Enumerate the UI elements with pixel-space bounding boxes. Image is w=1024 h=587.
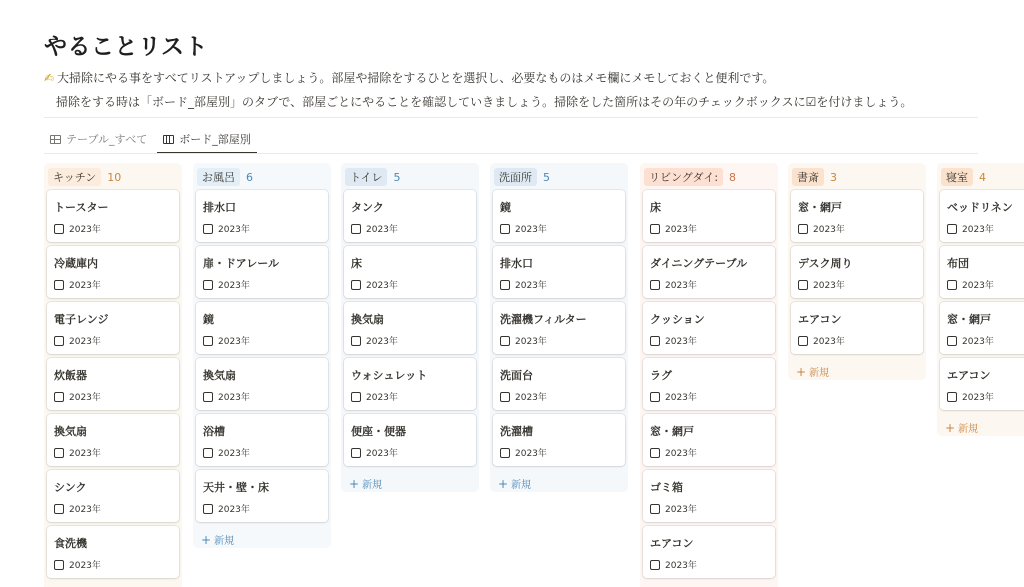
card-title: 窓・網戸: [947, 313, 991, 326]
checkbox-label: 2023年: [69, 225, 101, 235]
checkbox-label: 2023年: [515, 225, 547, 235]
card-title: 洗濯槽: [500, 425, 533, 438]
checkbox[interactable]: [947, 392, 957, 402]
add-new-button[interactable]: [490, 470, 628, 492]
add-new-button[interactable]: [788, 358, 926, 380]
checkbox-label: 2023年: [69, 337, 101, 347]
checkbox-label: 2023年: [69, 505, 101, 515]
checkbox-label: 2023年: [218, 505, 250, 515]
board-card[interactable]: [196, 470, 328, 522]
card-title: 換気扇: [54, 425, 87, 438]
board-card[interactable]: [47, 526, 179, 578]
checkbox-label: 2023年: [962, 225, 994, 235]
board-card[interactable]: [344, 190, 476, 242]
checkbox-label: 2023年: [962, 281, 994, 291]
checkbox-label: 2023年: [665, 337, 697, 347]
checkbox-label: 2023年: [218, 393, 250, 403]
column-count: 3: [830, 170, 837, 184]
board-card[interactable]: [344, 358, 476, 410]
column-label: キッチン: [48, 168, 101, 186]
checkbox[interactable]: [650, 280, 660, 290]
card-checkbox-row: [500, 390, 547, 403]
board-card[interactable]: [791, 302, 923, 354]
board-card[interactable]: [493, 414, 625, 466]
card-title: 床: [351, 257, 362, 270]
card-checkbox-row: [650, 558, 697, 571]
card-checkbox-row: [203, 502, 250, 515]
checkbox-label: 2023年: [69, 281, 101, 291]
card-checkbox-row: [798, 278, 845, 291]
card-checkbox-row: [650, 222, 697, 235]
checkbox-label: 2023年: [515, 281, 547, 291]
board-card[interactable]: [344, 302, 476, 354]
card-title: 窓・網戸: [798, 201, 842, 214]
checkbox-label: 2023年: [366, 225, 398, 235]
checkbox-label: 2023年: [218, 337, 250, 347]
card-title: シンク: [54, 481, 87, 494]
board-card[interactable]: [344, 246, 476, 298]
card-title: ウォシュレット: [351, 369, 428, 382]
column-header[interactable]: [937, 167, 1024, 187]
checkbox[interactable]: [650, 448, 660, 458]
checkbox[interactable]: [650, 504, 660, 514]
checkbox-label: 2023年: [665, 393, 697, 403]
card-title: 排水口: [500, 257, 533, 270]
column-count: 4: [979, 170, 986, 184]
checkbox[interactable]: [500, 336, 510, 346]
board-card[interactable]: [643, 358, 775, 410]
column-label: トイレ: [345, 168, 387, 186]
column-count: 8: [729, 170, 737, 184]
board-icon: [163, 135, 174, 144]
checkbox[interactable]: [650, 392, 660, 402]
card-title: 床: [650, 201, 661, 214]
card-checkbox-row: [798, 222, 845, 235]
checkbox[interactable]: [203, 336, 213, 346]
board-card[interactable]: [643, 246, 775, 298]
board-card[interactable]: [940, 246, 1024, 298]
card-title: ベッドリネン: [947, 201, 1013, 214]
card-title: エアコン: [798, 313, 842, 326]
card-checkbox-row: [54, 278, 101, 291]
checkbox-label: 2023年: [665, 449, 697, 459]
checkbox-label: 2023年: [218, 225, 250, 235]
checkbox[interactable]: [500, 224, 510, 234]
tab-board-by-room[interactable]: [157, 126, 257, 154]
add-new-label: 新規: [511, 480, 532, 491]
card-checkbox-row: [203, 334, 250, 347]
add-new-label: 新規: [214, 536, 235, 547]
card-checkbox-row: [203, 222, 250, 235]
checkbox-label: 2023年: [665, 505, 697, 515]
column-count: 5: [543, 170, 550, 184]
checkbox[interactable]: [351, 336, 361, 346]
checkbox[interactable]: [351, 224, 361, 234]
card-title: タンク: [351, 201, 384, 214]
checkbox[interactable]: [351, 280, 361, 290]
column-header[interactable]: [341, 167, 479, 187]
board-card[interactable]: [643, 526, 775, 578]
plus-icon: +: [349, 477, 360, 491]
card-title: 洗面台: [500, 369, 533, 382]
column-header[interactable]: [490, 167, 628, 187]
board-card[interactable]: [493, 246, 625, 298]
board-card[interactable]: [47, 246, 179, 298]
card-checkbox-row: [54, 446, 101, 459]
checkbox[interactable]: [203, 448, 213, 458]
card-checkbox-row: [500, 222, 547, 235]
column-count: 10: [107, 170, 122, 184]
checkbox[interactable]: [54, 560, 64, 570]
board-column: [193, 163, 331, 548]
page-title: やることリスト: [44, 34, 209, 60]
checkbox[interactable]: [500, 448, 510, 458]
checkbox[interactable]: [947, 336, 957, 346]
card-title: 電子レンジ: [54, 313, 109, 326]
board-card[interactable]: [643, 302, 775, 354]
card-title: ダイニングテーブル: [650, 257, 748, 270]
checkbox[interactable]: [650, 224, 660, 234]
column-label: お風呂: [197, 168, 240, 186]
card-checkbox-row: [203, 278, 250, 291]
card-checkbox-row: [351, 334, 398, 347]
board-card[interactable]: [196, 358, 328, 410]
add-new-label: 新規: [958, 424, 979, 435]
add-new-label: 新規: [362, 480, 383, 491]
checkbox-label: 2023年: [515, 393, 547, 403]
board-card[interactable]: [643, 190, 775, 242]
board-card[interactable]: [493, 190, 625, 242]
card-title: トースター: [54, 201, 109, 214]
board-card[interactable]: [47, 414, 179, 466]
card-checkbox-row: [54, 334, 101, 347]
plus-icon: +: [796, 365, 807, 379]
board-card[interactable]: [643, 470, 775, 522]
card-title: ラグ: [650, 369, 672, 382]
card-title: 換気扇: [203, 369, 236, 382]
checkbox-label: 2023年: [813, 281, 845, 291]
checkbox-label: 2023年: [69, 449, 101, 459]
card-title: 浴槽: [203, 425, 225, 438]
card-title: デスク周り: [798, 257, 853, 270]
checkbox-label: 2023年: [218, 449, 250, 459]
card-title: 冷蔵庫内: [54, 257, 98, 270]
add-new-button[interactable]: [937, 414, 1024, 436]
card-checkbox-row: [650, 446, 697, 459]
board-card[interactable]: [791, 246, 923, 298]
checkbox[interactable]: [54, 504, 64, 514]
card-checkbox-row: [947, 278, 994, 291]
checkbox-label: 2023年: [813, 337, 845, 347]
board-column: [490, 163, 628, 492]
tab-label: ボード_部屋別: [179, 133, 251, 146]
board-card[interactable]: [940, 302, 1024, 354]
checkbox-label: 2023年: [665, 225, 697, 235]
card-checkbox-row: [947, 222, 994, 235]
checkbox[interactable]: [203, 280, 213, 290]
board-card[interactable]: [196, 302, 328, 354]
checkbox[interactable]: [203, 392, 213, 402]
checkbox-label: 2023年: [366, 393, 398, 403]
board-card[interactable]: [493, 358, 625, 410]
column-header[interactable]: [788, 167, 926, 187]
checkbox[interactable]: [54, 224, 64, 234]
checkbox[interactable]: [650, 336, 660, 346]
checkbox[interactable]: [54, 392, 64, 402]
page-description-line2: 掃除をする時は「ボード_部屋別」のタブで、部屋ごとにやることを確認していきましょう。掃除をした箇所はその年のチェックボックスに☑を付けましょう。: [56, 95, 913, 109]
checkbox[interactable]: [203, 504, 213, 514]
column-header[interactable]: [193, 167, 331, 187]
card-title: 鏡: [203, 313, 214, 326]
card-title: 天井・壁・床: [203, 481, 269, 494]
board-card[interactable]: [47, 302, 179, 354]
card-checkbox-row: [947, 334, 994, 347]
checkbox[interactable]: [500, 280, 510, 290]
board-column: [788, 163, 926, 380]
checkbox[interactable]: [203, 224, 213, 234]
checkbox-label: 2023年: [366, 337, 398, 347]
checkbox[interactable]: [947, 224, 957, 234]
view-tabs: [44, 126, 257, 154]
checkbox[interactable]: [54, 280, 64, 290]
card-checkbox-row: [650, 334, 697, 347]
board-card[interactable]: [940, 358, 1024, 410]
board-card[interactable]: [643, 414, 775, 466]
card-checkbox-row: [351, 446, 398, 459]
checkbox-label: 2023年: [665, 281, 697, 291]
card-checkbox-row: [500, 446, 547, 459]
card-checkbox-row: [351, 278, 398, 291]
card-checkbox-row: [500, 334, 547, 347]
column-count: 6: [246, 170, 253, 184]
card-title: エアコン: [947, 369, 991, 382]
card-title: 換気扇: [351, 313, 384, 326]
board-column: [640, 163, 778, 587]
checkbox-label: 2023年: [366, 281, 398, 291]
card-title: 便座・便器: [351, 425, 406, 438]
column-label: 書斎: [792, 168, 824, 186]
board-card[interactable]: [940, 190, 1024, 242]
card-checkbox-row: [54, 222, 101, 235]
card-title: 扉・ドアレール: [203, 257, 280, 270]
plus-icon: +: [945, 421, 956, 435]
checkbox-label: 2023年: [515, 337, 547, 347]
writing-hand-icon: ✍: [44, 71, 55, 85]
card-checkbox-row: [798, 334, 845, 347]
board-card[interactable]: [791, 190, 923, 242]
checkbox-label: 2023年: [218, 281, 250, 291]
description-text-1: 大掃除にやる事をすべてリストアップしましょう。部屋や掃除をするひとを選択し、必要なものはメモ欄にメモしておくと便利です。: [57, 71, 775, 85]
checkbox[interactable]: [500, 392, 510, 402]
board-card[interactable]: [344, 414, 476, 466]
card-title: 洗濯機フィルター: [500, 313, 587, 326]
card-title: 布団: [947, 257, 969, 270]
card-title: 食洗機: [54, 537, 87, 550]
card-checkbox-row: [650, 278, 697, 291]
checkbox[interactable]: [947, 280, 957, 290]
checkbox[interactable]: [798, 280, 808, 290]
board-card[interactable]: [47, 358, 179, 410]
table-icon: [50, 135, 61, 144]
card-title: ゴミ箱: [650, 481, 683, 494]
column-label: 寝室: [941, 168, 973, 186]
column-label: リビングダイ:: [644, 168, 723, 186]
column-label: 洗面所: [494, 168, 537, 186]
card-checkbox-row: [203, 446, 250, 459]
checkbox[interactable]: [798, 224, 808, 234]
board-column: [341, 163, 479, 492]
board-card[interactable]: [196, 246, 328, 298]
card-checkbox-row: [54, 390, 101, 403]
checkbox[interactable]: [798, 336, 808, 346]
tab-table-all[interactable]: [44, 126, 153, 152]
card-checkbox-row: [203, 390, 250, 403]
card-checkbox-row: [54, 558, 101, 571]
divider: [44, 117, 978, 118]
card-checkbox-row: [947, 390, 994, 403]
checkbox-label: 2023年: [665, 561, 697, 571]
page-description-line1: [44, 69, 774, 86]
checkbox[interactable]: [351, 448, 361, 458]
board-card[interactable]: [493, 302, 625, 354]
board-column: [937, 163, 1024, 436]
board-card[interactable]: [47, 190, 179, 242]
column-count: 5: [393, 170, 401, 184]
checkbox-label: 2023年: [813, 225, 845, 235]
card-title: 窓・網戸: [650, 425, 694, 438]
board-card[interactable]: [196, 414, 328, 466]
card-title: 排水口: [203, 201, 236, 214]
plus-icon: +: [201, 533, 212, 547]
checkbox-label: 2023年: [366, 449, 398, 459]
board-card[interactable]: [196, 190, 328, 242]
checkbox-label: 2023年: [69, 561, 101, 571]
card-title: 炊飯器: [54, 369, 87, 382]
checkbox-label: 2023年: [962, 393, 994, 403]
add-new-button[interactable]: [193, 526, 331, 548]
column-header[interactable]: [44, 167, 182, 187]
checkbox[interactable]: [54, 336, 64, 346]
card-title: クッション: [650, 313, 705, 326]
card-checkbox-row: [351, 222, 398, 235]
checkbox-label: 2023年: [69, 393, 101, 403]
board-column: [44, 163, 182, 587]
checkbox-label: 2023年: [515, 449, 547, 459]
card-title: 鏡: [500, 201, 511, 214]
plus-icon: +: [498, 477, 509, 491]
checkbox-label: 2023年: [962, 337, 994, 347]
card-checkbox-row: [500, 278, 547, 291]
tab-label: テーブル_すべて: [66, 133, 148, 146]
column-header[interactable]: [640, 167, 778, 187]
card-checkbox-row: [650, 390, 697, 403]
card-checkbox-row: [351, 390, 398, 403]
card-checkbox-row: [54, 502, 101, 515]
board-card[interactable]: [47, 470, 179, 522]
card-checkbox-row: [650, 502, 697, 515]
add-new-label: 新規: [809, 368, 830, 379]
add-new-button[interactable]: [341, 470, 479, 492]
checkbox[interactable]: [650, 560, 660, 570]
tabs-divider: [44, 153, 978, 154]
card-title: エアコン: [650, 537, 694, 550]
checkbox[interactable]: [351, 392, 361, 402]
checkbox[interactable]: [54, 448, 64, 458]
